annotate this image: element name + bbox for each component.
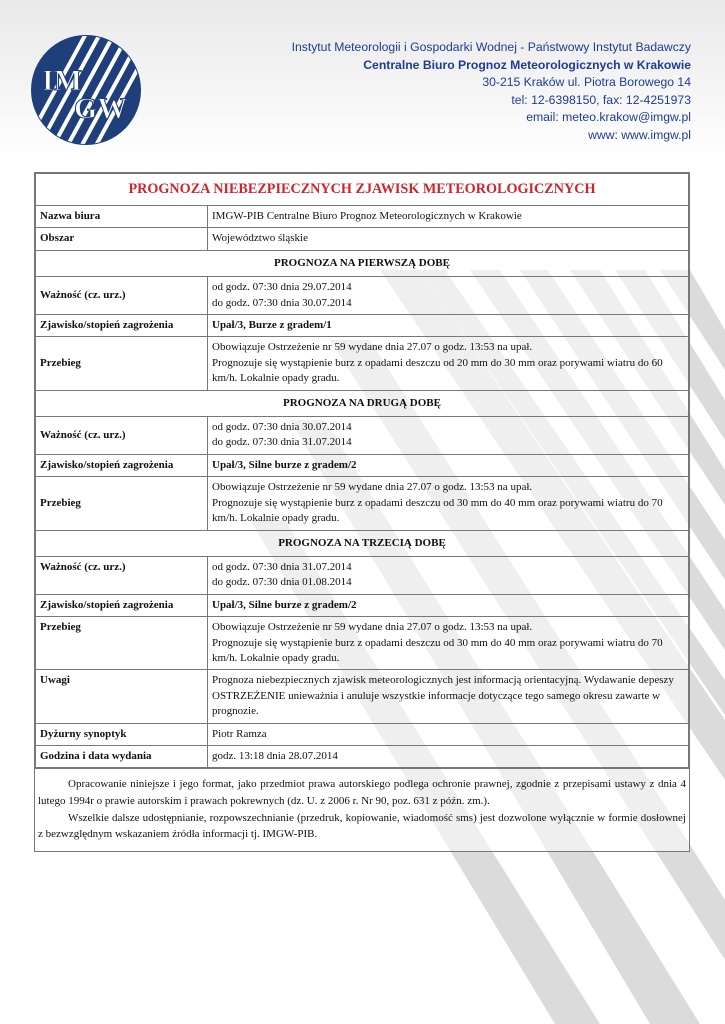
legal-notice bbox=[35, 768, 689, 850]
logo-text-top: IM bbox=[42, 64, 82, 97]
day1-course-label: Przebieg bbox=[36, 337, 208, 390]
table-row bbox=[36, 228, 689, 250]
imgw-logo bbox=[30, 34, 142, 146]
document-title: PROGNOZA NIEBEZPIECZNYCH ZJAWISK METEOROLOGICZNYCH bbox=[36, 174, 689, 206]
day1-course-line1: Obowiązuje Ostrzeżenie nr 59 wydane dnia 27.07 o godz. 13:53 na upał. bbox=[212, 341, 533, 354]
forecast-table bbox=[35, 173, 689, 768]
forecaster-value: Piotr Ramza bbox=[208, 723, 689, 745]
table-row bbox=[36, 594, 689, 616]
logo-text-bottom: GW bbox=[74, 92, 128, 125]
table-row bbox=[36, 417, 689, 455]
day1-validity-label: Ważność (cz. urz.) bbox=[36, 277, 208, 315]
area-label: Obszar bbox=[36, 228, 208, 250]
day2-validity-from: od godz. 07:30 dnia 30.07.2014 bbox=[212, 421, 352, 434]
area-value: Województwo śląskie bbox=[208, 228, 689, 250]
table-row bbox=[36, 670, 689, 723]
day3-course-line2: Prognozuje się wystąpienie burz z opadami deszczu od 30 mm do 40 mm oraz porywami wiatru do 70 km/h. Lokalnie opady gradu. bbox=[212, 636, 663, 664]
day3-validity-label: Ważność (cz. urz.) bbox=[36, 556, 208, 594]
day1-course-line2: Prognozuje się wystąpienie burz z opadami deszczu od 20 mm do 30 mm oraz porywami wiatru do 60 km/h. Lokalnie opady gradu. bbox=[212, 356, 663, 385]
institute-name: Instytut Meteorologii i Gospodarki Wodnej - Państwowy Instytut Badawczy bbox=[291, 40, 691, 54]
day1-phenomenon-value: Upał/3, Burze z gradem/1 bbox=[208, 315, 689, 337]
contact-block bbox=[292, 39, 691, 145]
www-link[interactable]: www: www.imgw.pl bbox=[588, 127, 691, 142]
table-row bbox=[36, 206, 689, 228]
table-row bbox=[36, 454, 689, 476]
table-row bbox=[36, 315, 689, 337]
day2-validity-to: do godz. 07:30 dnia 31.07.2014 bbox=[212, 436, 352, 449]
legal-paragraph-1: Opracowanie niniejsze i jego format, jako przedmiot prawa autorskiego podlega ochronie prawnej, zgodnie z przepisami ustawy z dnia 4 lutego 1994r o prawie autorskim i prawach pokrewnych (dz. U. z 2006 r. Nr 90, poz. 631 z późn. zm.). bbox=[38, 778, 686, 807]
day1-validity-to: do godz. 07:30 dnia 30.07.2014 bbox=[212, 296, 352, 309]
day2-course-line2: Prognozuje się wystąpienie burz z opadami deszczu od 30 mm do 40 mm oraz porywami wiatru do 70 km/h. Lokalnie opady gradu. bbox=[212, 496, 663, 525]
day1-heading: PROGNOZA NA PIERWSZĄ DOBĘ bbox=[36, 250, 689, 276]
day3-validity-from: od godz. 07:30 dnia 31.07.2014 bbox=[212, 560, 352, 573]
phone: tel: 12-6398150, fax: 12-4251973 bbox=[511, 92, 691, 107]
day3-course-label: Przebieg bbox=[36, 617, 208, 670]
table-row bbox=[36, 745, 689, 767]
day3-phenomenon-value: Upał/3, Silne burze z gradem/2 bbox=[208, 594, 689, 616]
day1-validity-from: od godz. 07:30 dnia 29.07.2014 bbox=[212, 281, 352, 294]
table-row bbox=[36, 477, 689, 530]
office-value: IMGW-PIB Centralne Biuro Prognoz Meteorologicznych w Krakowie bbox=[208, 206, 689, 228]
day3-validity-to: do godz. 07:30 dnia 01.08.2014 bbox=[212, 576, 352, 589]
day2-validity-label: Ważność (cz. urz.) bbox=[36, 417, 208, 455]
remarks-label: Uwagi bbox=[36, 670, 208, 723]
day3-course-line1: Obowiązuje Ostrzeżenie nr 59 wydane dnia 27.07 o godz. 13:53 na upał. bbox=[212, 621, 533, 634]
day2-course-label: Przebieg bbox=[36, 477, 208, 530]
remarks-value: Prognoza niebezpiecznych zjawisk meteorologicznych jest informacją orientacyjną. Wydawanie depeszy OSTRZEŻENIE unieważnia i anuluje wszystkie informacje dotyczące tego samego okresu zawarte w prognozie. bbox=[208, 670, 689, 723]
forecast-document bbox=[34, 172, 690, 852]
table-row bbox=[36, 617, 689, 670]
email-link[interactable]: email: meteo.krakow@imgw.pl bbox=[526, 110, 691, 125]
table-row bbox=[36, 556, 689, 594]
legal-paragraph-2: Wszelkie dalsze udostępnianie, rozpowszechnianie (przedruk, kopiowanie, wiadomość sms) jest dozwolone wyłącznie w formie dosłownej z bezwzględnym wskazaniem źródła informacji tj. IMGW-PIB. bbox=[38, 811, 686, 841]
table-row bbox=[36, 277, 689, 315]
address: 30-215 Kraków ul. Piotra Borowego 14 bbox=[482, 75, 691, 90]
forecaster-label: Dyżurny synoptyk bbox=[36, 723, 208, 745]
day3-phenomenon-label: Zjawisko/stopień zagrożenia bbox=[36, 594, 208, 616]
office-name: Centralne Biuro Prognoz Meteorologicznych w Krakowie bbox=[363, 57, 691, 72]
issued-value: godz. 13:18 dnia 28.07.2014 bbox=[208, 745, 689, 767]
letterhead bbox=[0, 0, 725, 150]
table-row bbox=[36, 337, 689, 390]
table-row bbox=[36, 723, 689, 745]
issued-label: Godzina i data wydania bbox=[36, 745, 208, 767]
day2-course-line1: Obowiązuje Ostrzeżenie nr 59 wydane dnia 27.07 o godz. 13:53 na upał. bbox=[212, 481, 533, 494]
day3-heading: PROGNOZA NA TRZECIĄ DOBĘ bbox=[36, 530, 689, 556]
day2-phenomenon-label: Zjawisko/stopień zagrożenia bbox=[36, 454, 208, 476]
day2-heading: PROGNOZA NA DRUGĄ DOBĘ bbox=[36, 390, 689, 416]
day1-phenomenon-label: Zjawisko/stopień zagrożenia bbox=[36, 315, 208, 337]
day2-phenomenon-value: Upał/3, Silne burze z gradem/2 bbox=[208, 454, 689, 476]
office-label: Nazwa biura bbox=[36, 206, 208, 228]
